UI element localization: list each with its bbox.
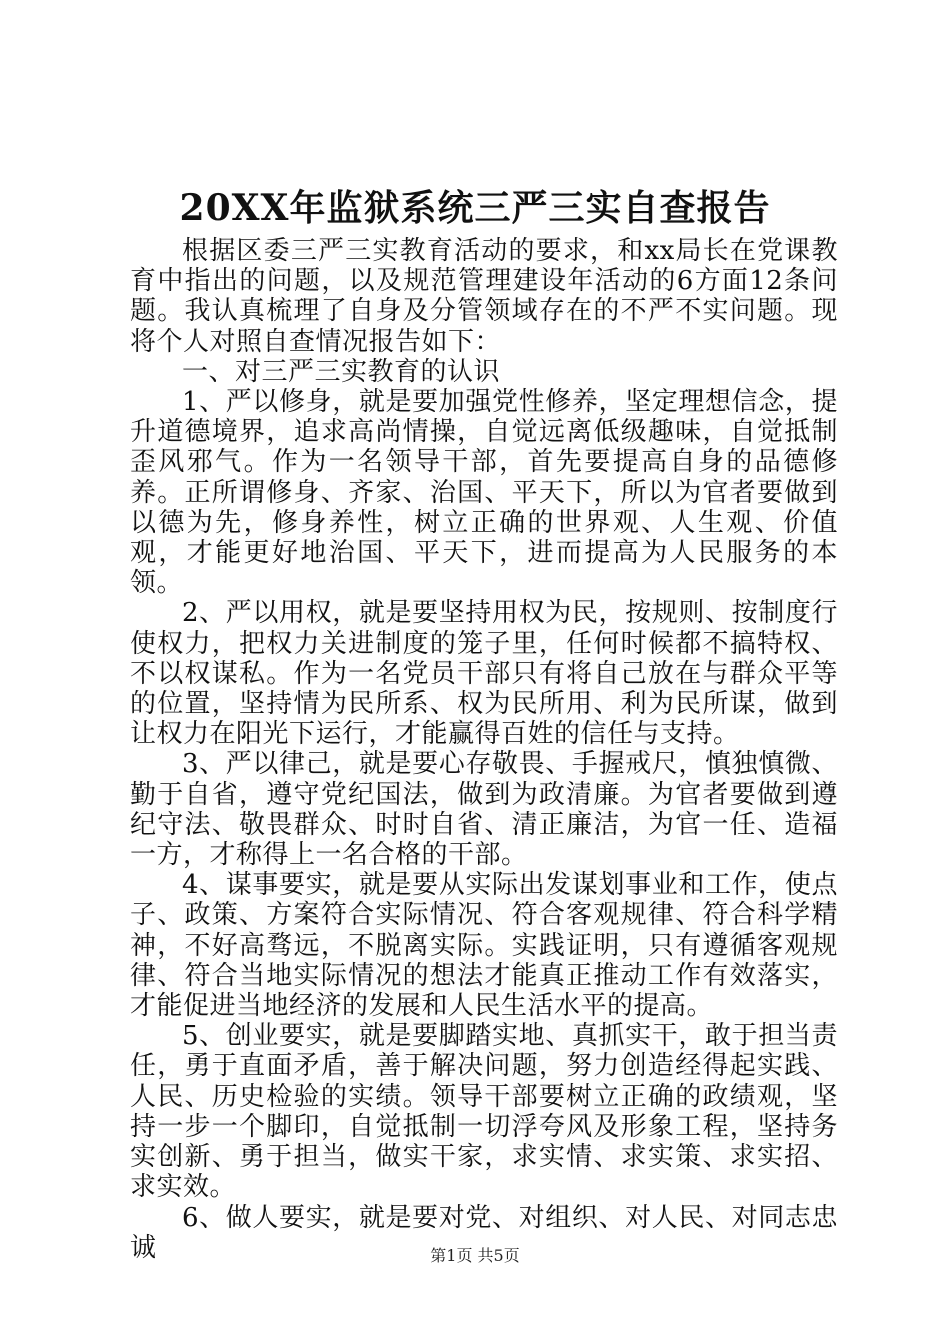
page-footer: 第1页 共5页 [430, 1246, 520, 1265]
paragraph-item-5: 5、创业要实，就是要脚踏实地、真抓实干，敢于担当责任，勇于直面矛盾，善于解决问题，努力创造经得起实践、人民、历史检验的实绩。领导干部要树立正确的政绩观，坚持一步一个脚印，自觉抵制一切浮夸风及形象工程，坚持务实创新、勇于担当，做实干家，求实情、求实策、求实招、求实效。 [130, 1021, 838, 1203]
paragraph-item-2: 2、严以用权，就是要坚持用权为民，按规则、按制度行使权力，把权力关进制度的笼子里，任何时候都不搞特权、不以权谋私。作为一名党员干部只有将自己放在与群众平等的位置，坚持情为民所系、权为民所用、利为民所谋，做到让权力在阳光下运行，才能赢得百姓的信任与支持。 [130, 598, 838, 750]
paragraph-item-6: 6、做人要实，就是要对党、对组织、对人民、对同志忠诚 [130, 1202, 838, 1263]
paragraph-item-4: 4、谋事要实，就是要从实际出发谋划事业和工作，使点子、政策、方案符合实际情况、符合客观规律、符合科学精神，不好高骛远，不脱离实际。实践证明，只有遵循客观规律、符合当地实际情况的想法才能真正推动工作有效落实，才能促进当地经济的发展和人民生活水平的提高。 [130, 870, 838, 1022]
paragraph-intro: 根据区委三严三实教育活动的要求，和xx局长在党课教育中指出的问题，以及规范管理建设年活动的6方面12条问题。我认真梳理了自身及分管领域存在的不严不实问题。现将个人对照自查情况报告如下： [130, 236, 838, 357]
paragraph-item-1: 1、严以修身，就是要加强党性修养，坚定理想信念，提升道德境界，追求高尚情操，自觉远离低级趣味，自觉抵制歪风邪气。作为一名领导干部，首先要提高自身的品德修养。正所谓修身、齐家、治国、平天下，所以为官者要做到以德为先，修身养性，树立正确的世界观、人生观、价值观，才能更好地治国、平天下，进而提高为人民服务的本领。 [130, 387, 838, 599]
section-heading-1: 一、对三严三实教育的认识 [182, 356, 501, 387]
paragraph-item-3: 3、严以律己，就是要心存敬畏、手握戒尺，慎独慎微、勤于自省，遵守党纪国法，做到为政清廉。为官者要做到遵纪守法、敬畏群众、时时自省、清正廉洁，为官一任、造福一方，才称得上一名合格的干部。 [130, 749, 838, 871]
document-body [130, 236, 838, 1263]
document-title: 20XX年监狱系统三严三实自查报告 [179, 187, 771, 229]
